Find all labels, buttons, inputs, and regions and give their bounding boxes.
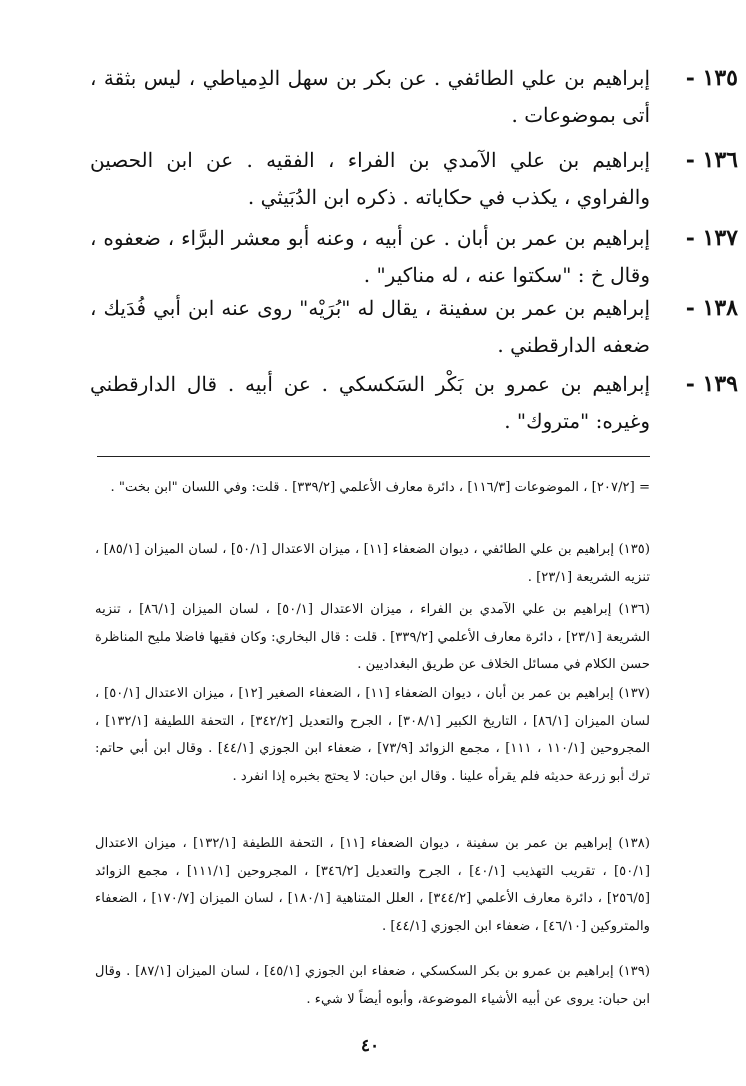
entry-text: إبراهيم بن علي الآمدي بن الفراء ، الفقيه . عن ابن الحصين والفراوي ، يكذب في حكاياته . ذكره ابن الدُبَيثي . [90, 148, 650, 209]
entry-138 [90, 290, 738, 364]
entry-number: ١٣٥ - [685, 65, 738, 91]
entry-text: إبراهيم بن عمر بن سفينة ، يقال له "بُرَيْه" روى عنه ابن أبي فُدَيك ، ضعفه الدارقطني . [90, 296, 651, 357]
footnote-text: = [٢٠٧/٢] ، الموضوعات [١١٦/٣] ، دائرة معارف الأعلمي [٣٣٩/٢] . قلت: وفي اللسان "ابن بخت" . [110, 480, 650, 495]
footnote-139 [95, 958, 650, 1013]
footnote-text: (١٣٥) إبراهيم بن علي الطائفي ، ديوان الضعفاء [١١] ، ميزان الاعتدال [٥٠/١] ، لسان الميزان [٨٥/١] ، تنزيه الشريعة [٢٣/١] . [95, 542, 651, 585]
entry-137 [90, 220, 738, 294]
entry-135 [90, 60, 738, 134]
footnote-135 [95, 536, 650, 591]
entry-number: ١٣٩ - [685, 371, 738, 397]
entry-139 [90, 366, 738, 440]
footnote-137 [95, 680, 650, 790]
page-number: ٤٠ [360, 1036, 380, 1056]
footnote-text: (١٣٩) إبراهيم بن عمرو بن بكر السكسكي ، ضعفاء ابن الجوزي [٤٥/١] ، لسان الميزان [٨٧/١] . وقال ابن حبان: يروى عن أبيه الأشياء الموضوعة، وأبوه أيضاً لا شيء . [95, 964, 650, 1007]
footnote-text: (١٣٧) إبراهيم بن عمر بن أبان ، ديوان الضعفاء [١١] ، الضعفاء الصغير [١٢] ، ميزان الاعتدال [٥٠/١] ، لسان الميزان [٨٦/١] ، التاريخ الكبير [٣٠٨/١] ، الجرح والتعديل [٣٤٢/٢] ، التحفة اللطيفة [١٣٢/١] ، المجروحين [١١٠/١ ، ١١١] ، مجمع الزوائد [٧٣/٩] ، ضعفاء ابن الجوزي [٤٤/١] . وقال ابن أبي حاتم: ترك أبو زرعة حديثه فلم يقرأه علينا . وقال ابن حبان: لا يحتج بخبره إذا انفرد . [95, 686, 651, 784]
entry-number: ١٣٨ - [685, 295, 738, 321]
footnote-136 [95, 596, 650, 679]
entry-number: ١٣٦ - [685, 147, 738, 173]
entry-136 [90, 142, 738, 216]
entry-text: إبراهيم بن علي الطائفي . عن بكر بن سهل الدِمياطي ، ليس بثقة ، أتى بموضوعات . [90, 66, 650, 127]
footnote-text: (١٣٨) إبراهيم بن عمر بن سفينة ، ديوان الضعفاء [١١] ، التحفة اللطيفة [١٣٢/١] ، ميزان الاعتدال [٥٠/١] ، تقريب التهذيب [٤٠/١] ، الجرح والتعديل [٣٤٦/٢] ، المجروحين [١١١/١] ، مجمع الزوائد [٢٥٦/٥] ، دائرة معارف الأعلمي [٣٤٤/٢] ، العلل المتناهية [١٨٠/١] ، لسان الميزان [١٧٠/٧] ، الضعفاء والمتروكين [٤٦/١٠] ، ضعفاء ابن الجوزي [٤٤/١] . [95, 836, 650, 934]
entry-number: ١٣٧ - [685, 225, 738, 251]
footnote-separator [97, 456, 650, 457]
footnote-138 [95, 830, 650, 940]
footnote-text: (١٣٦) إبراهيم بن علي الآمدي بن الفراء ، ميزان الاعتدال [٥٠/١] ، لسان الميزان [٨٦/١] ، تنزيه الشريعة [٢٣/١] ، دائرة معارف الأعلمي [٣٣٩/٢] . قلت : قال البخاري: وكان فقيها فاضلا مليح المناظرة حسن الكلام في مسائل الخلاف عن طريق البغداديين . [95, 602, 651, 673]
entry-text: إبراهيم بن عمرو بن بَكْر السَكسكي . عن أبيه . قال الدارقطني وغيره: "متروك" . [90, 372, 650, 433]
footnote-continuation [95, 474, 650, 502]
entry-text: إبراهيم بن عمر بن أبان . عن أبيه ، وعنه أبو معشر البرَّاء ، ضعفوه ، وقال خ : "سكتوا عنه ، له مناكير" . [90, 226, 650, 287]
